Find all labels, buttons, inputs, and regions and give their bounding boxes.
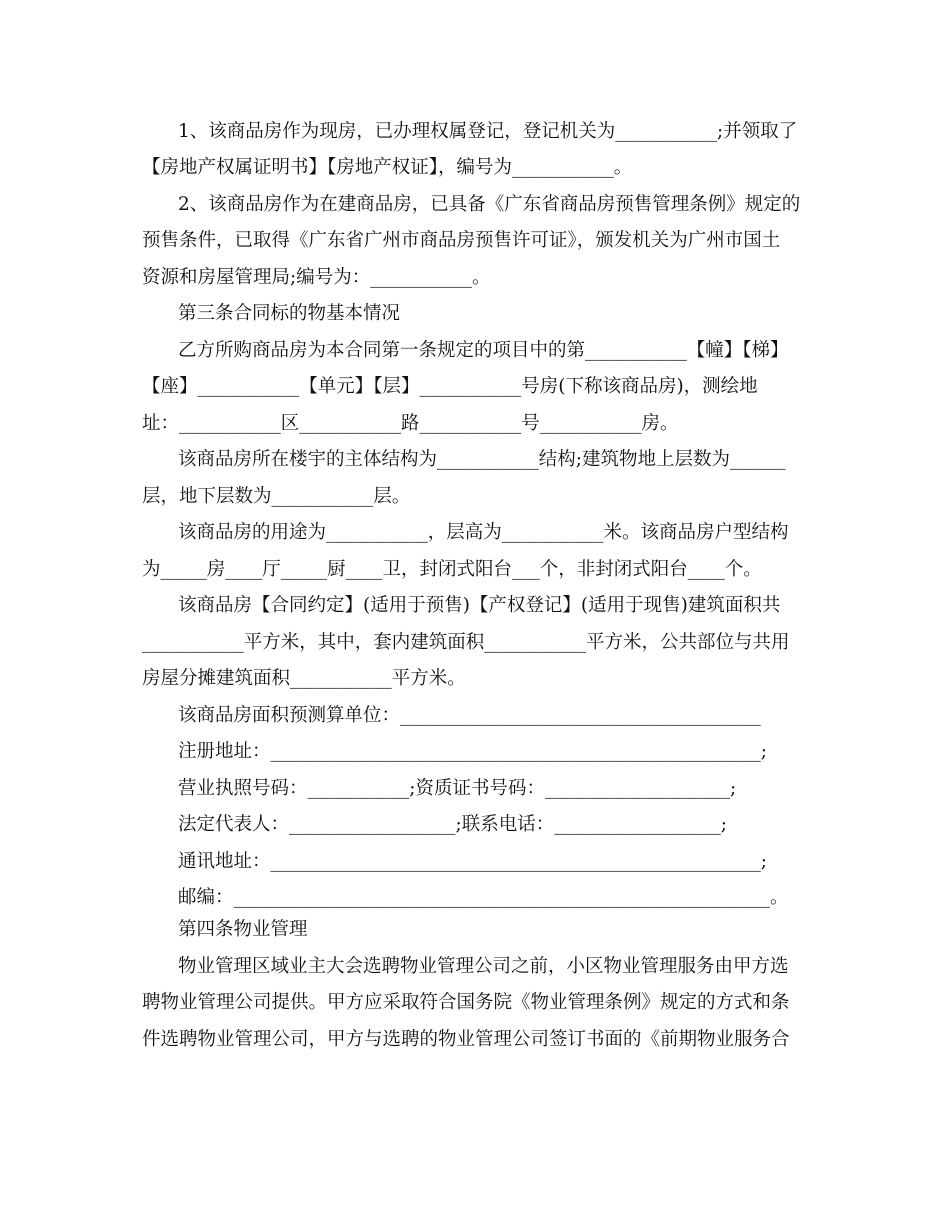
text-line: 【房地产权属证明书】【房地产权证】，编号为___________。 — [142, 157, 633, 178]
paragraph-line — [0, 991, 950, 1015]
form-line — [0, 740, 950, 764]
text-line: 通讯地址：_____________________________________________________; — [178, 851, 767, 872]
paragraph-line — [0, 594, 950, 618]
text-line: 该商品房的用途为___________，层高为___________米。该商品房户型结构 — [178, 522, 789, 543]
paragraph-line — [0, 375, 950, 399]
paragraph-line — [0, 558, 950, 582]
paragraph-line — [0, 631, 950, 655]
form-line — [0, 850, 950, 874]
text-line: ___________平方米，其中，套内建筑面积___________平方米，公共部位与共用 — [142, 632, 790, 653]
text-line: 1、该商品房作为现房，已办理权属登记，登记机关为___________;并领取了 — [178, 121, 798, 142]
text-line: 资源和房屋管理局;编号为：___________。 — [142, 267, 491, 288]
text-line: 2、该商品房作为在建商品房，已具备《广东省商品房预售管理条例》规定的 — [178, 194, 801, 215]
text-line: 该商品房【合同约定】(适用于预售)【产权登记】(适用于现售)建筑面积共 — [178, 595, 781, 616]
text-line: 乙方所购商品房为本合同第一条规定的项目中的第___________【幢】【梯】 — [178, 340, 789, 361]
paragraph-line — [0, 120, 950, 144]
form-line — [0, 813, 950, 837]
form-line — [0, 886, 950, 910]
text-line: 营业执照号码：___________;资质证书号码：____________________; — [178, 778, 737, 799]
form-line — [0, 777, 950, 801]
text-line: 【座】___________【单元】【层】___________号房(下称该商品房)，测绘地 — [142, 376, 758, 397]
paragraph-line — [0, 485, 950, 509]
text-line: 注册地址：_____________________________________________________; — [178, 741, 767, 762]
text-line: 该商品房所在楼宇的主体结构为___________结构;建筑物地上层数为______ — [178, 449, 786, 470]
text-line: 物业管理区域业主大会选聘物业管理公司之前，小区物业管理服务由甲方选 — [178, 956, 789, 977]
paragraph-line — [0, 339, 950, 363]
section-heading — [0, 918, 950, 942]
text-line: 该商品房面积预测算单位：_______________________________________ — [178, 705, 761, 726]
paragraph-line — [0, 266, 950, 290]
paragraph-line — [0, 1028, 950, 1052]
text-line: 址：___________区___________路___________号___________房。 — [142, 413, 679, 434]
paragraph-line — [0, 412, 950, 436]
text-line: 件选聘物业管理公司，甲方与选聘的物业管理公司签订书面的《前期物业服务合 — [142, 1029, 790, 1050]
paragraph-line — [0, 448, 950, 472]
text-line: 为_____房____厅_____厨____卫，封闭式阳台___个，非封闭式阳台____个。 — [142, 559, 762, 580]
text-line: 预售条件，已取得《广东省广州市商品房预售许可证》，颁发机关为广州市国土 — [142, 230, 781, 251]
paragraph-line — [0, 229, 950, 253]
section-heading — [0, 302, 950, 326]
text-line: 层，地下层数为___________层。 — [142, 486, 411, 507]
paragraph-line — [0, 193, 950, 217]
paragraph-line — [0, 667, 950, 691]
paragraph-line — [0, 955, 950, 979]
paragraph-line — [0, 521, 950, 545]
heading-text: 第三条合同标的物基本情况 — [178, 303, 401, 324]
paragraph-line — [0, 156, 950, 180]
text-line: 聘物业管理公司提供。甲方应采取符合国务院《物业管理条例》规定的方式和条 — [142, 992, 790, 1013]
text-line: 邮编：__________________________________________________________。 — [178, 887, 789, 908]
text-line: 法定代表人：__________________;联系电话：__________________; — [178, 814, 727, 835]
heading-text: 第四条物业管理 — [178, 919, 308, 940]
text-line: 房屋分摊建筑面积___________平方米。 — [142, 668, 466, 689]
form-line — [0, 704, 950, 728]
